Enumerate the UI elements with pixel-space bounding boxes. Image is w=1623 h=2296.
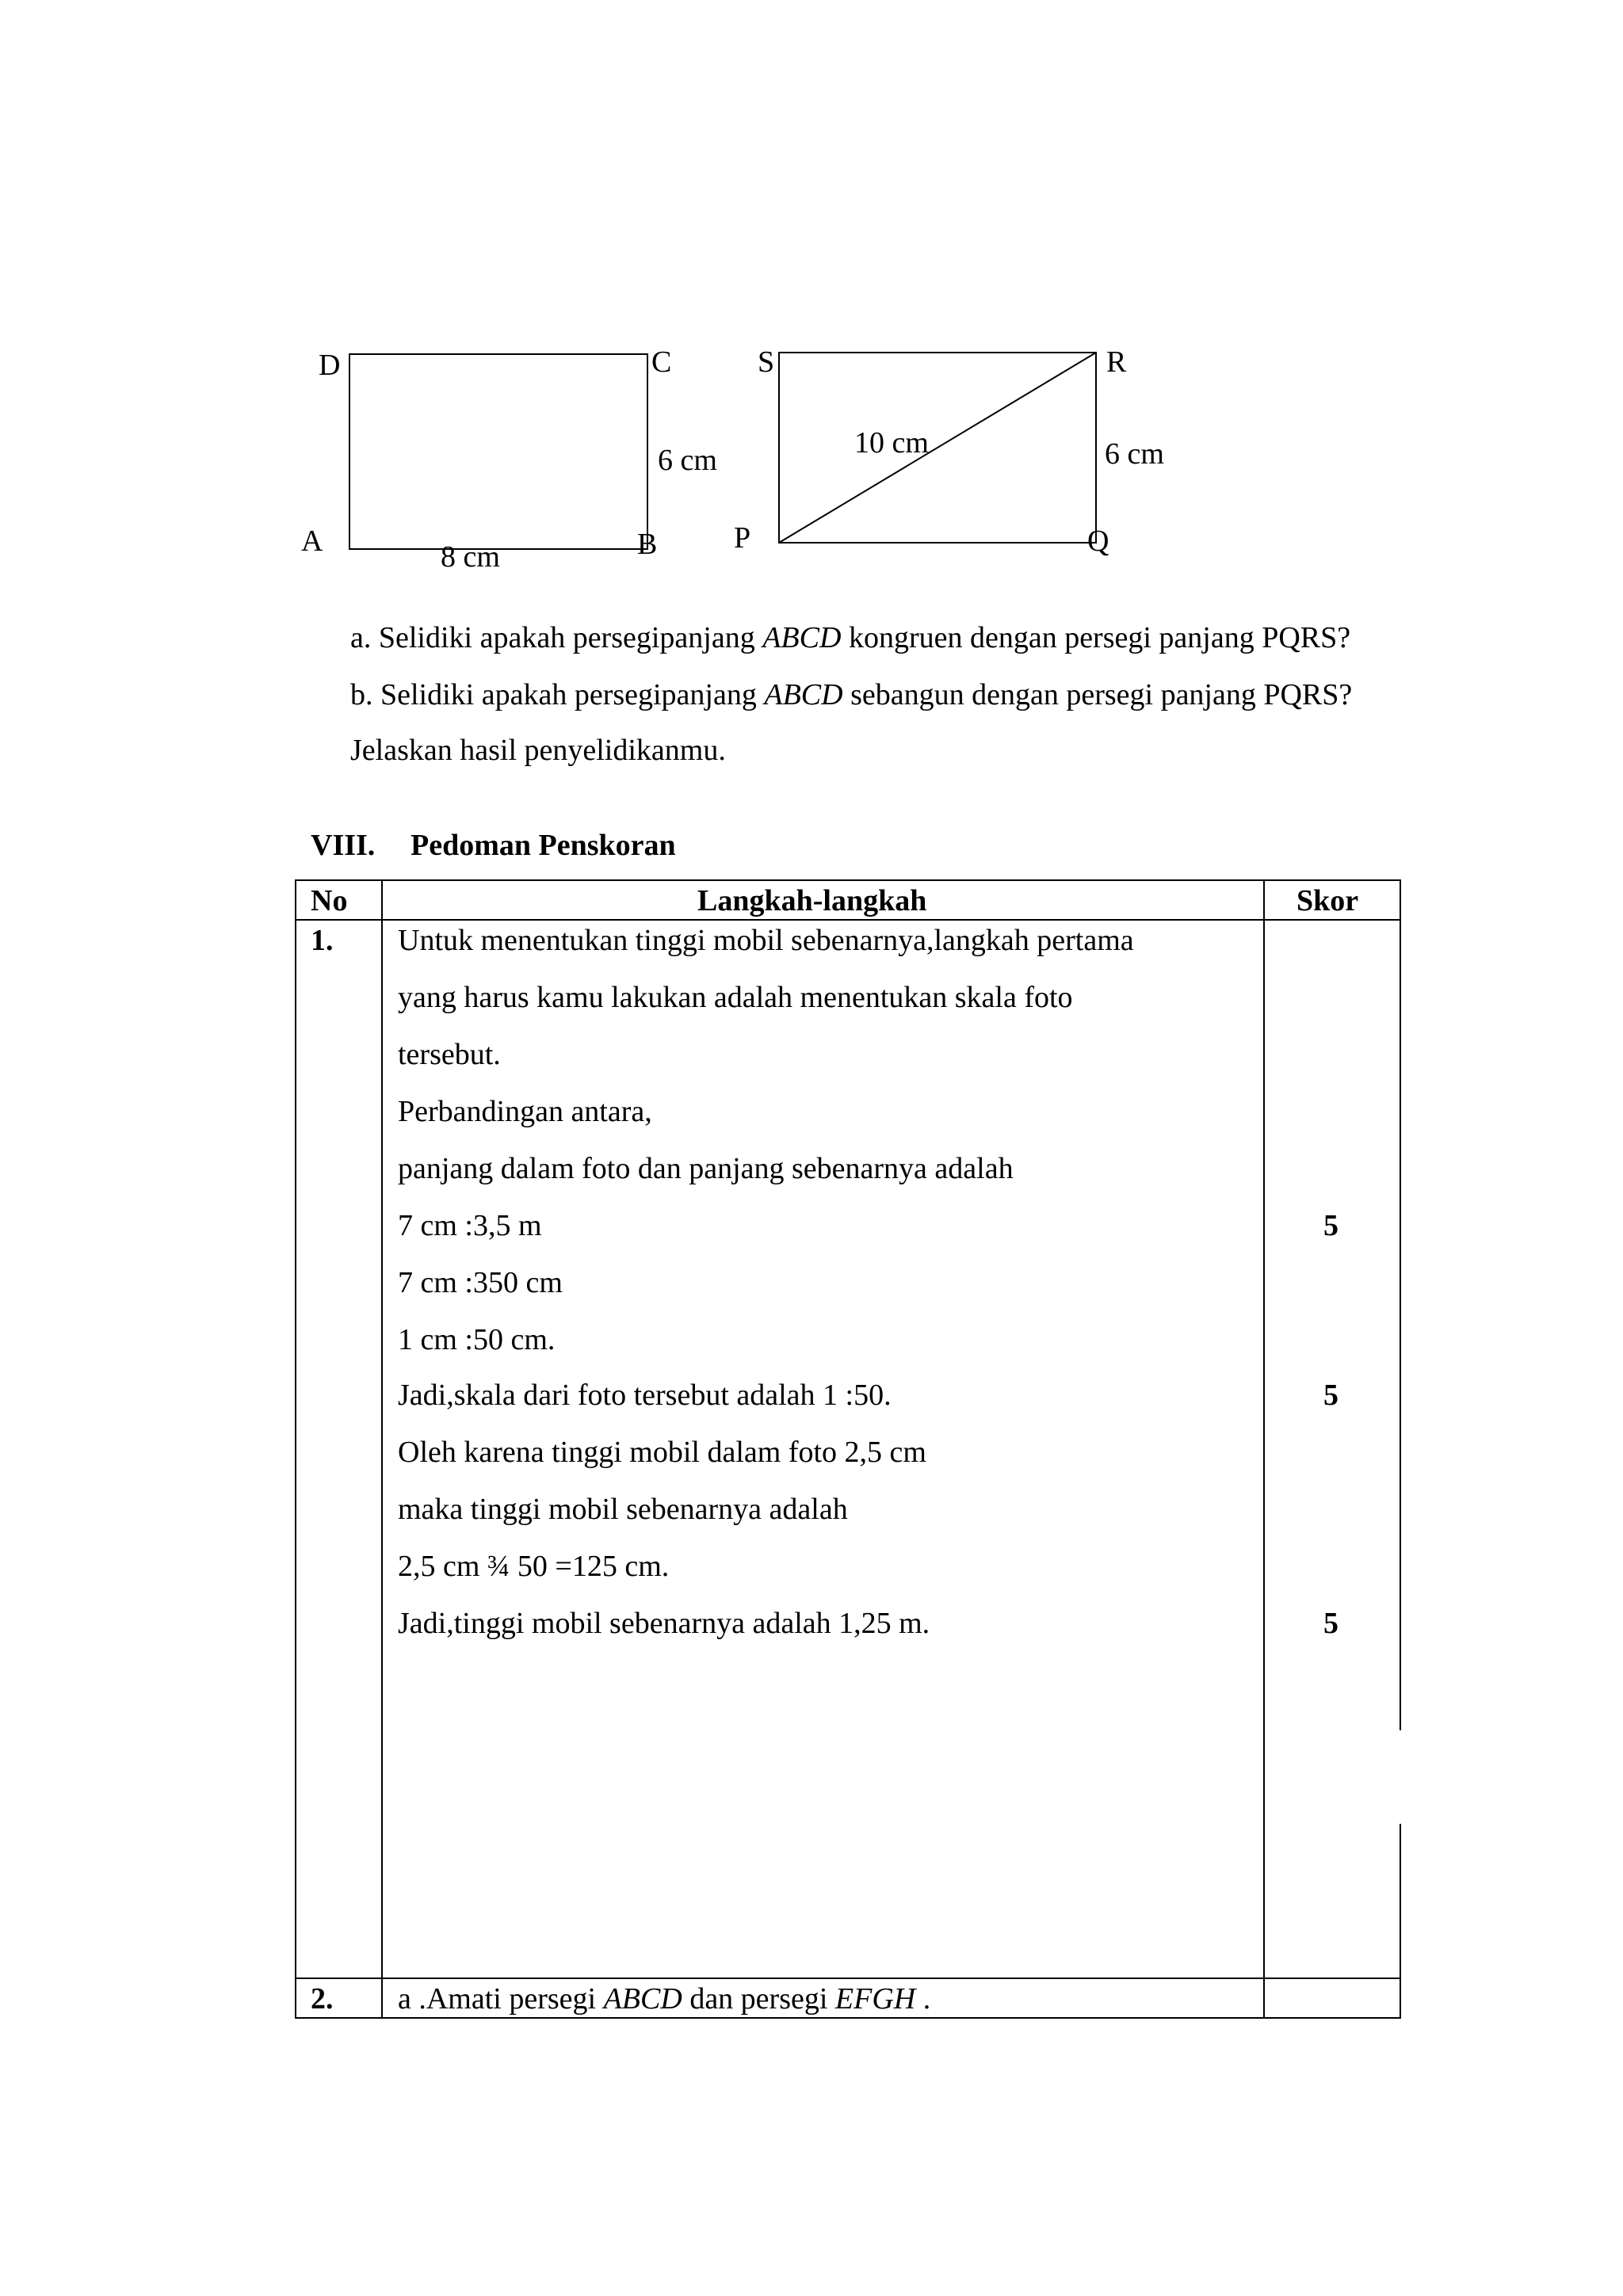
vertex-q-label: Q bbox=[1087, 524, 1109, 558]
row1-line: Untuk menentukan tinggi mobil sebenarnya,langkah pertama bbox=[398, 924, 1134, 957]
row1-line: panjang dalam foto dan panjang sebenarnya adalah bbox=[398, 1152, 1014, 1185]
question-b: b. Selidiki apakah persegipanjang ABCD sebangun dengan persegi panjang PQRS? bbox=[350, 678, 1353, 711]
question-c: Jelaskan hasil penyelidikanmu. bbox=[350, 734, 726, 767]
row1-line: tersebut. bbox=[398, 1038, 501, 1071]
table-line-right-lower bbox=[1400, 1824, 1401, 2019]
diagonal-label: 10 cm bbox=[854, 426, 929, 460]
table-line-col1 bbox=[381, 879, 383, 2019]
row1-number: 1. bbox=[311, 924, 334, 957]
question-a: a. Selidiki apakah persegipanjang ABCD kongruen dengan persegi panjang PQRS? bbox=[350, 621, 1351, 654]
height-label-abcd: 6 cm bbox=[658, 444, 717, 477]
table-line-bottom bbox=[295, 2017, 1401, 2019]
width-label-abcd: 8 cm bbox=[441, 540, 500, 574]
table-line-left bbox=[295, 879, 296, 2019]
row1-line: Oleh karena tinggi mobil dalam foto 2,5 cm bbox=[398, 1436, 926, 1469]
row1-line: Perbandingan antara, bbox=[398, 1095, 652, 1128]
section-title: Pedoman Penskoran bbox=[411, 829, 676, 862]
row1-line: Jadi,tinggi mobil sebenarnya adalah 1,25 m. bbox=[398, 1607, 930, 1640]
diagonal-pr bbox=[778, 352, 1097, 543]
row1-line: maka tinggi mobil sebenarnya adalah bbox=[398, 1493, 848, 1526]
section-number: VIII. bbox=[311, 829, 376, 862]
row2-text: a .Amati persegi ABCD dan persegi EFGH . bbox=[398, 1982, 931, 2016]
vertex-s-label: S bbox=[758, 345, 775, 379]
table-line-header bbox=[295, 919, 1401, 921]
row1-line: 1 cm :50 cm. bbox=[398, 1323, 556, 1356]
row1-score: 5 bbox=[1323, 1607, 1338, 1640]
row1-score: 5 bbox=[1323, 1209, 1338, 1242]
row1-line: 7 cm :3,5 m bbox=[398, 1209, 542, 1242]
vertex-a-label: A bbox=[301, 524, 323, 558]
row1-line: Jadi,skala dari foto tersebut adalah 1 :50. bbox=[398, 1379, 892, 1412]
vertex-d-label: D bbox=[319, 349, 341, 382]
row1-score: 5 bbox=[1323, 1379, 1338, 1412]
header-steps: Langkah-langkah bbox=[697, 884, 927, 917]
vertex-b-label: B bbox=[637, 528, 658, 561]
header-score: Skor bbox=[1296, 884, 1359, 917]
height-label-pqrs: 6 cm bbox=[1105, 437, 1164, 471]
row2-number: 2. bbox=[311, 1982, 334, 2016]
header-no: No bbox=[311, 884, 348, 917]
rectangle-abcd bbox=[349, 353, 648, 550]
table-line-right-upper bbox=[1400, 879, 1401, 1730]
vertex-p-label: P bbox=[734, 521, 751, 555]
table-line-top bbox=[295, 879, 1401, 881]
vertex-c-label: C bbox=[651, 345, 672, 379]
row1-line: 2,5 cm ¾ 50 =125 cm. bbox=[398, 1550, 670, 1583]
row1-line: 7 cm :350 cm bbox=[398, 1266, 563, 1299]
row1-line: yang harus kamu lakukan adalah menentukan skala foto bbox=[398, 981, 1073, 1014]
table-line-col2 bbox=[1263, 879, 1265, 2019]
table-line-row1 bbox=[295, 1978, 1401, 1979]
vertex-r-label: R bbox=[1106, 345, 1127, 379]
